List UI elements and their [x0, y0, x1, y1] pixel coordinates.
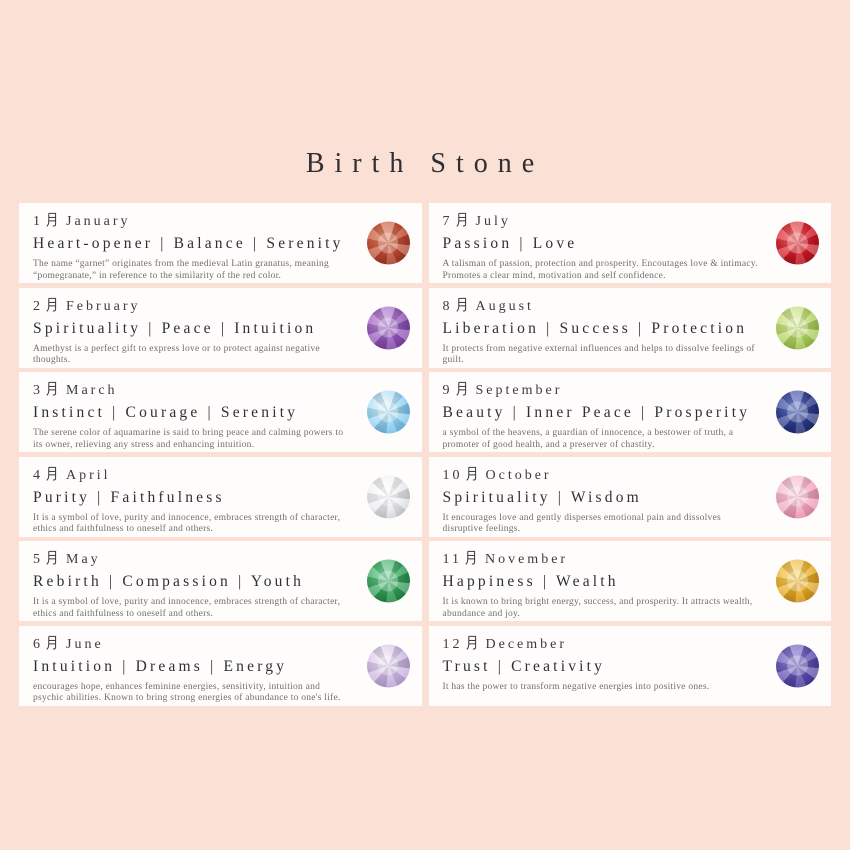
- month-description: It has the power to transform negative energies into positive ones.: [442, 681, 710, 692]
- month-name: April: [66, 467, 111, 483]
- month-card-november: [429, 541, 832, 621]
- month-name: March: [66, 383, 118, 398]
- october-gem-icon: [776, 475, 819, 518]
- month-number: 6: [33, 636, 43, 652]
- birthstone-grid: [19, 203, 831, 706]
- kanji-moon-glyph: [465, 466, 478, 484]
- month-keywords: Instinct | Courage | Serenity: [33, 404, 299, 421]
- january-gem-icon: [367, 222, 410, 265]
- month-name: November: [484, 552, 569, 567]
- kanji-moon-glyph: [45, 212, 58, 230]
- month-keywords: Intuition | Dreams | Energy: [33, 657, 288, 675]
- august-gem-icon: [776, 306, 819, 349]
- month-name: May: [66, 552, 101, 567]
- month-title: [33, 212, 350, 230]
- month-card-june: [19, 626, 422, 706]
- month-keywords: Passion | Love: [442, 235, 578, 252]
- month-description: a symbol of the heavens, a guardian of innocence, a bestower of truth, a promoter of good health, and a preserver of chastity.: [442, 428, 734, 450]
- month-card-january: [19, 203, 422, 283]
- march-gem-icon: [367, 391, 410, 434]
- december-gem-icon: [776, 644, 819, 687]
- month-name: June: [66, 636, 104, 652]
- month-title: [443, 635, 760, 653]
- april-gem-icon: [367, 475, 410, 518]
- month-card-february: [19, 288, 422, 368]
- month-title: [33, 550, 350, 568]
- month-name: December: [485, 636, 568, 652]
- may-gem-icon: [367, 560, 410, 603]
- month-number: 3: [33, 383, 43, 398]
- month-description: It is a symbol of love, purity and innocence, embraces strength of character, ethics and faithfulness to oneself and others.: [33, 512, 341, 535]
- month-number: 7: [442, 214, 453, 229]
- page-title: Birth Stone: [305, 148, 545, 179]
- month-description: It is a symbol of love, purity and innocence, embraces strength of character, ethics and faithfulness to oneself and others.: [33, 597, 341, 619]
- month-description: The name “garnet” originates from the medieval Latin granatus, meaning “pomegranate,” in reference to the similarity of the red color.: [33, 259, 330, 281]
- month-description: It is known to bring bright energy, success, and prosperity. It attracts wealth, abundance and joy.: [442, 597, 753, 619]
- month-keywords: Rebirth | Compassion | Youth: [33, 573, 305, 590]
- kanji-moon-glyph: [45, 297, 58, 315]
- kanji-moon-glyph: [455, 381, 468, 399]
- month-keywords: Beauty | Inner Peace | Prosperity: [442, 404, 751, 421]
- month-keywords: Happiness | Wealth: [442, 573, 619, 590]
- month-title: [443, 297, 760, 315]
- month-card-october: [429, 457, 832, 537]
- month-keywords: Trust | Creativity: [442, 657, 606, 675]
- month-name: September: [475, 383, 563, 398]
- month-card-september: [429, 372, 832, 452]
- september-gem-icon: [776, 391, 819, 434]
- month-title: [443, 466, 760, 484]
- month-description: encourages hope, enhances feminine energies, sensitivity, intuition and psychic abilities. Known to bring strong energies of abundance to one's life.: [33, 681, 341, 704]
- month-name: January: [66, 214, 131, 229]
- month-description: A talisman of passion, protection and prosperity. Encoutages love & intimacy. Promotes a clear mind, motivation and self confidence.: [442, 259, 758, 281]
- month-number: 4: [33, 467, 43, 483]
- month-title: [33, 466, 350, 484]
- june-gem-icon: [367, 644, 410, 687]
- month-number: 11: [442, 552, 462, 567]
- month-number: 1: [33, 214, 43, 229]
- month-keywords: Spirituality | Wisdom: [442, 488, 642, 506]
- kanji-moon-glyph: [455, 212, 468, 230]
- kanji-moon-glyph: [465, 635, 478, 653]
- month-number: 12: [442, 636, 463, 652]
- month-description: It protects from negative external influences and helps to dissolve feelings of guilt.: [442, 343, 755, 366]
- month-description: It encourages love and gently disperses emotional pain and dissolves disruptive feelings.: [442, 512, 721, 535]
- month-title: [443, 381, 760, 399]
- month-name: February: [66, 298, 141, 314]
- month-card-december: [429, 626, 832, 706]
- month-card-march: [19, 372, 422, 452]
- month-name: July: [475, 214, 511, 229]
- month-description: Amethyst is a perfect gift to express love or to protect against negative thoughts.: [33, 343, 320, 366]
- month-keywords: Purity | Faithfulness: [33, 488, 225, 506]
- month-keywords: Liberation | Success | Protection: [442, 319, 748, 337]
- kanji-moon-glyph: [45, 381, 58, 399]
- month-number: 10: [442, 467, 463, 483]
- month-number: 9: [442, 383, 453, 398]
- month-card-august: [429, 288, 832, 368]
- month-keywords: Spirituality | Peace | Intuition: [33, 319, 317, 337]
- month-title: [443, 212, 760, 230]
- month-card-may: [19, 541, 422, 621]
- kanji-moon-glyph: [464, 550, 477, 568]
- february-gem-icon: [367, 306, 410, 349]
- july-gem-icon: [776, 222, 819, 265]
- month-keywords: Heart-opener | Balance | Serenity: [33, 235, 344, 252]
- month-number: 8: [442, 298, 453, 314]
- month-description: The serene color of aquamarine is said to bring peace and calming powers to its owner, relieving any stress and enhancing intuition.: [33, 428, 344, 450]
- month-number: 5: [33, 552, 43, 567]
- kanji-moon-glyph: [45, 550, 58, 568]
- kanji-moon-glyph: [45, 466, 58, 484]
- kanji-moon-glyph: [455, 297, 468, 315]
- month-name: October: [485, 467, 552, 483]
- month-name: August: [475, 298, 534, 314]
- kanji-moon-glyph: [45, 635, 58, 653]
- month-card-july: [429, 203, 832, 283]
- month-number: 2: [33, 298, 43, 314]
- month-title: [33, 297, 350, 315]
- november-gem-icon: [776, 560, 819, 603]
- month-title: [33, 381, 350, 399]
- month-title: [443, 550, 760, 568]
- month-card-april: [19, 457, 422, 537]
- month-title: [33, 635, 350, 653]
